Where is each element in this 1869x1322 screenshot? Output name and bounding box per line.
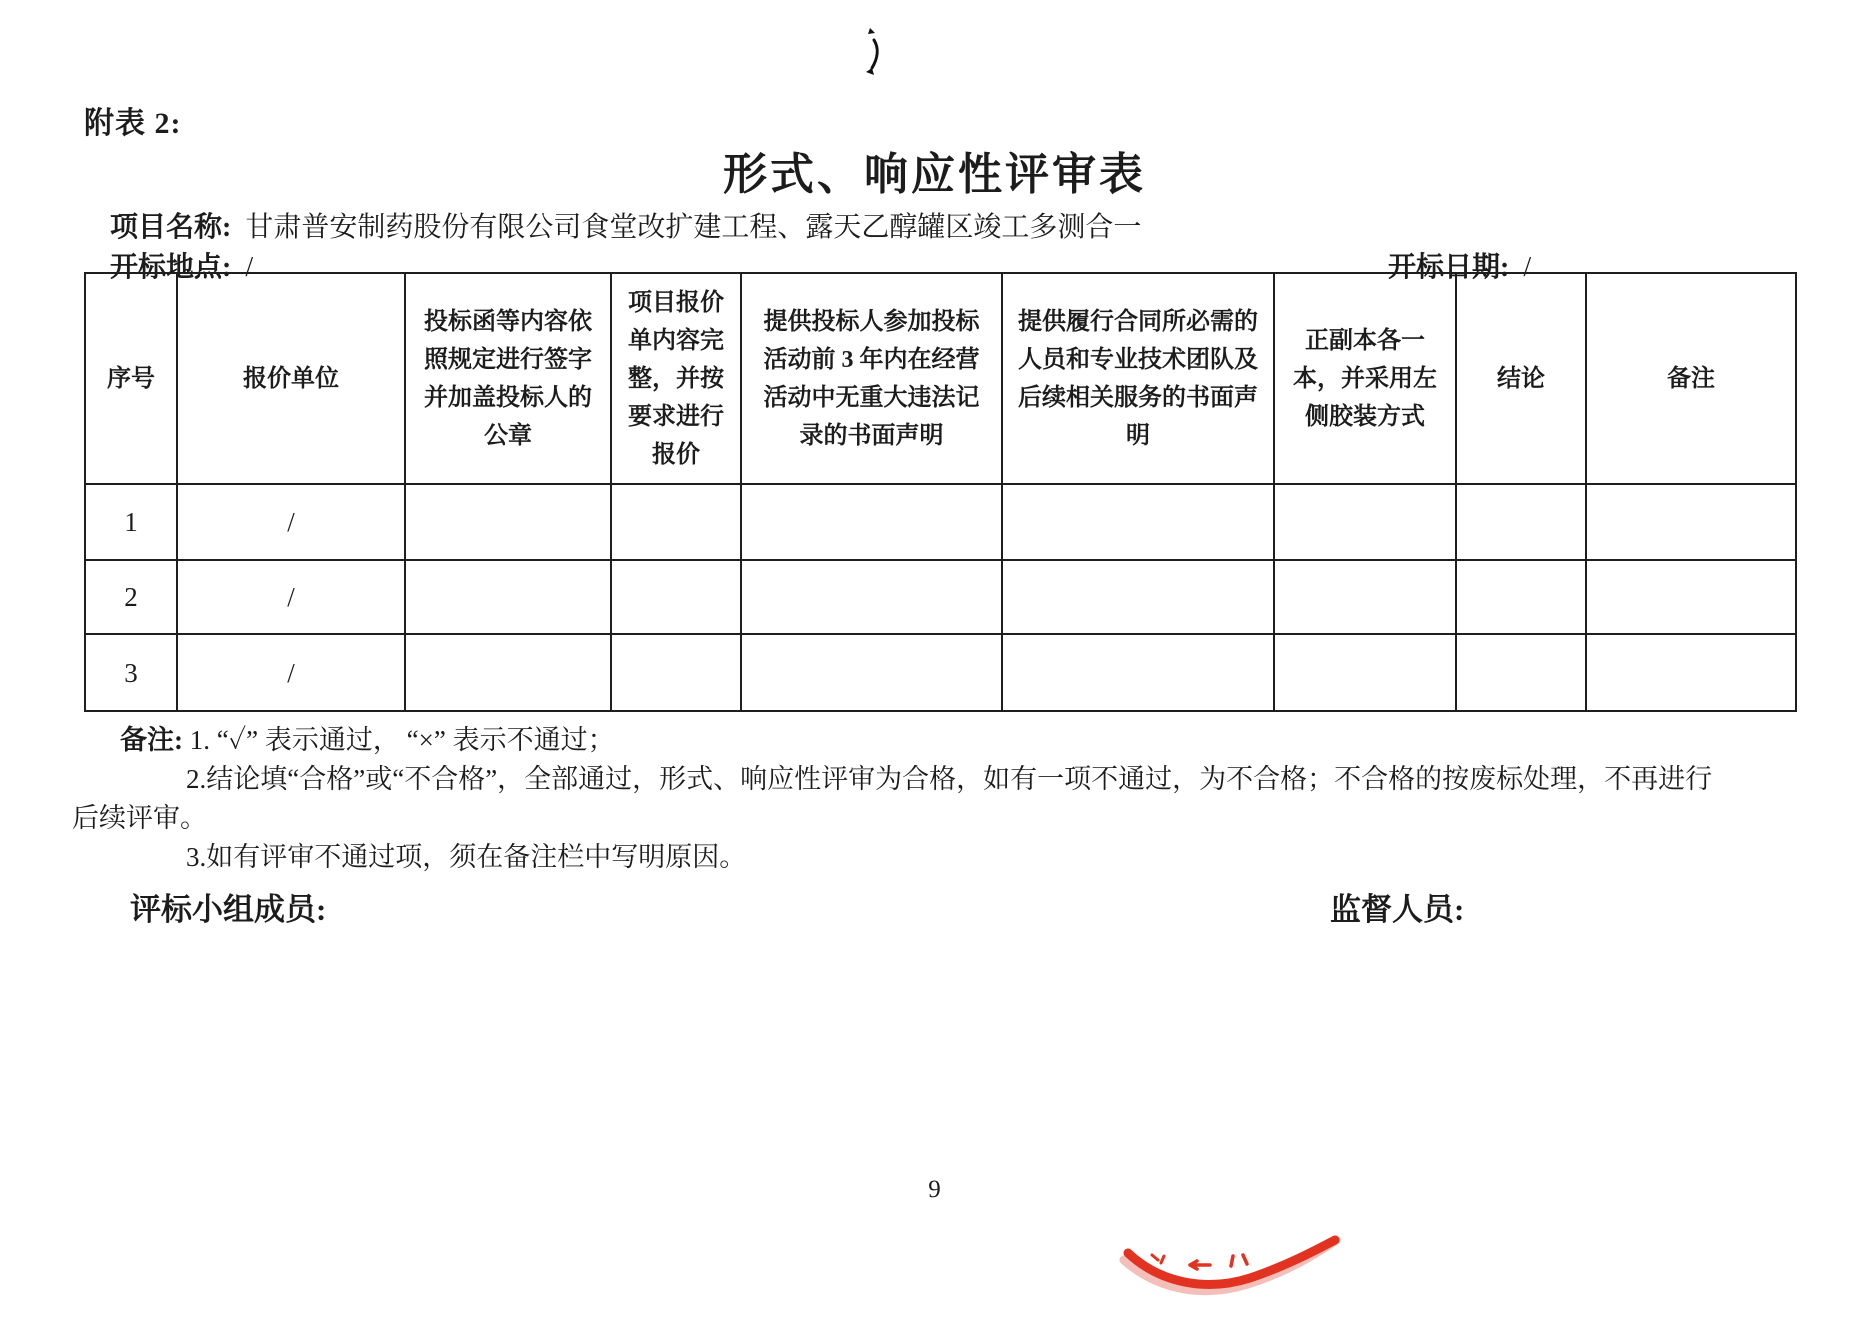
cell-empty <box>405 634 611 711</box>
header-cell-remark: 备注 <box>1586 273 1796 484</box>
bid-opening-location-label: 开标地点: <box>110 252 232 283</box>
cell-serial: 3 <box>85 634 177 711</box>
cell-empty <box>1456 484 1586 560</box>
review-table <box>84 272 1797 712</box>
cell-empty <box>741 484 1002 560</box>
table-row <box>85 484 1796 560</box>
bid-opening-date-label: 开标日期: <box>1388 252 1510 283</box>
red-stamp-arc <box>1078 1228 1378 1322</box>
project-name-label: 项目名称: <box>110 212 232 243</box>
cell-empty <box>405 484 611 560</box>
header-cell-no-violation: 提供投标人参加投标活动前 3 年内在经营活动中无重大违法记录的书面声明 <box>741 273 1002 484</box>
page-number: 9 <box>928 1176 941 1203</box>
cell-empty <box>1002 560 1274 634</box>
cell-empty <box>1274 484 1456 560</box>
cell-empty <box>741 634 1002 711</box>
cell-empty <box>1274 634 1456 711</box>
cell-empty <box>611 484 741 560</box>
header-cell-signature-seal: 投标函等内容依照规定进行签字并加盖投标人的公章 <box>405 273 611 484</box>
cell-serial: 1 <box>85 484 177 560</box>
remark-note-2-continued: 后续评审。 <box>72 803 207 833</box>
cell-bidder: / <box>177 560 405 634</box>
cell-empty <box>1456 634 1586 711</box>
table-row <box>85 560 1796 634</box>
bid-opening-location-value: / <box>245 252 254 283</box>
header-cell-binding: 正副本各一本，并采用左侧胶装方式 <box>1274 273 1456 484</box>
bid-opening-date-value: / <box>1523 252 1532 283</box>
cell-empty <box>611 634 741 711</box>
page-title: 形式、响应性评审表 <box>723 150 1146 199</box>
attachment-label: 附表 2: <box>84 107 182 140</box>
supervisor-label: 监督人员: <box>1330 892 1465 927</box>
cell-bidder: / <box>177 634 405 711</box>
header-cell-conclusion: 结论 <box>1456 273 1586 484</box>
remark-note-2: 2.结论填“合格”或“不合格”，全部通过，形式、响应性评审为合格，如有一项不通过，为不合格；不合格的按废标处理，不再进行 <box>186 764 1713 794</box>
ink-smudge-icon <box>848 24 884 80</box>
project-name-line <box>110 205 1141 245</box>
cell-empty <box>405 560 611 634</box>
table-header-row <box>85 273 1796 484</box>
cell-empty <box>1274 560 1456 634</box>
table-row <box>85 634 1796 711</box>
cell-empty <box>1586 634 1796 711</box>
header-cell-quote-complete: 项目报价单内容完整，并按要求进行报价 <box>611 273 741 484</box>
cell-empty <box>611 560 741 634</box>
project-name-value: 甘肃普安制药股份有限公司食堂改扩建工程、露天乙醇罐区竣工多测合一 <box>245 212 1142 243</box>
remark-note-1 <box>120 718 615 757</box>
cell-empty <box>1456 560 1586 634</box>
cell-empty <box>1002 634 1274 711</box>
cell-serial: 2 <box>85 560 177 634</box>
remark-note-1-text: 1. “✓” 表示通过， “×” 表示不通过； <box>189 725 615 755</box>
remark-note-3: 3.如有评审不通过项，须在备注栏中写明原因。 <box>186 842 747 872</box>
cell-empty <box>741 560 1002 634</box>
cell-bidder: / <box>177 484 405 560</box>
header-cell-serial: 序号 <box>85 273 177 484</box>
remark-label: 备注: <box>120 725 183 755</box>
header-cell-bidder: 报价单位 <box>177 273 405 484</box>
cell-empty <box>1586 560 1796 634</box>
cell-empty <box>1002 484 1274 560</box>
cell-empty <box>1586 484 1796 560</box>
header-cell-personnel: 提供履行合同所必需的人员和专业技术团队及后续相关服务的书面声明 <box>1002 273 1274 484</box>
evaluation-committee-label: 评标小组成员: <box>130 892 327 927</box>
